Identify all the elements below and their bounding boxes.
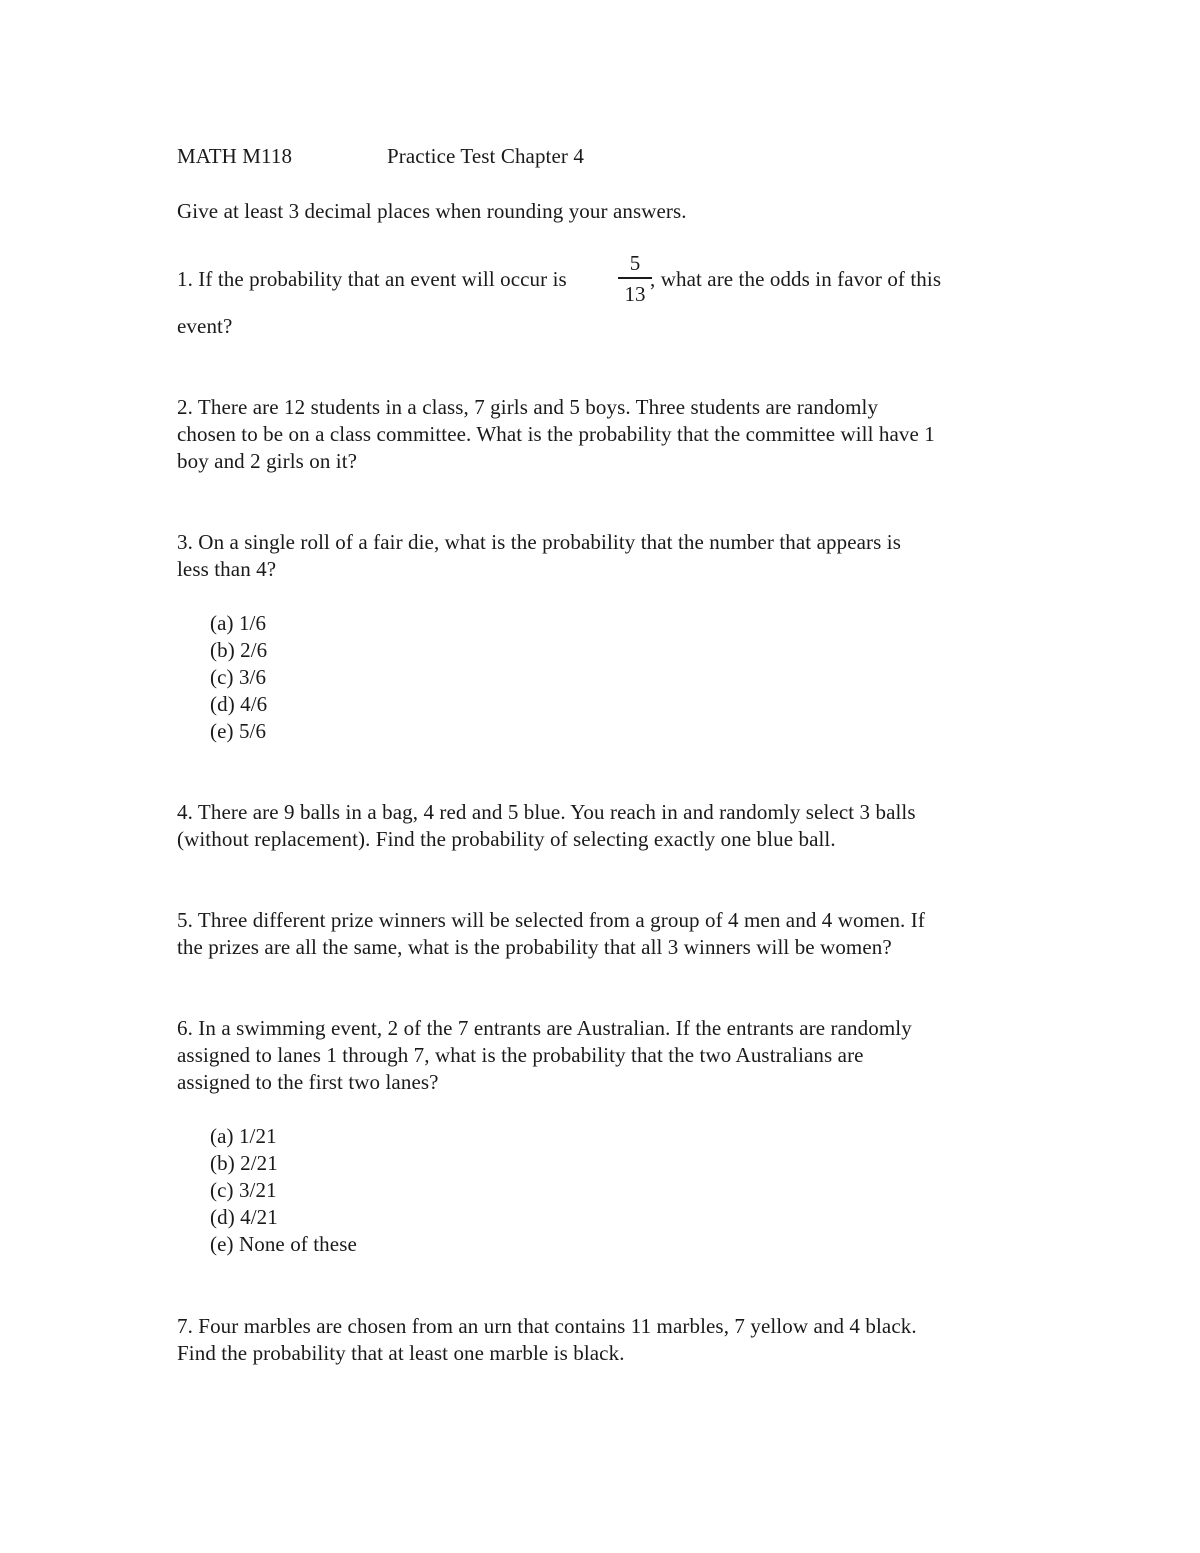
q7-line: Find the probability that at least one marble is black. bbox=[177, 1341, 625, 1365]
q3-option-d: (d) 4/6 bbox=[210, 692, 268, 716]
q6-option-c: (c) 3/21 bbox=[210, 1178, 277, 1202]
fraction-denominator: 13 bbox=[624, 281, 646, 306]
q6-line: assigned to lanes 1 through 7, what is the probability that the two Australians are bbox=[177, 1043, 864, 1067]
q6-option-a: (a) 1/21 bbox=[210, 1124, 277, 1148]
q2-line: 2. There are 12 students in a class, 7 girls and 5 boys. Three students are randomly bbox=[177, 395, 879, 419]
q4-line: (without replacement). Find the probability of selecting exactly one blue ball. bbox=[177, 827, 836, 851]
q4-line: 4. There are 9 balls in a bag, 4 red and 5 blue. You reach in and randomly select 3 balls bbox=[177, 800, 916, 824]
course-code: MATH M118 bbox=[177, 144, 293, 168]
q5-line: 5. Three different prize winners will be selected from a group of 4 men and 4 women. If bbox=[177, 908, 925, 932]
q6-option-e: (e) None of these bbox=[210, 1232, 357, 1256]
q1-text-after: , what are the odds in favor of this bbox=[650, 267, 942, 291]
fraction-bar bbox=[618, 277, 652, 279]
q3-option-c: (c) 3/6 bbox=[210, 665, 267, 689]
q6-option-d: (d) 4/21 bbox=[210, 1205, 278, 1229]
q6-line: assigned to the first two lanes? bbox=[177, 1070, 439, 1094]
q3-option-b: (b) 2/6 bbox=[210, 638, 268, 662]
q1-fraction bbox=[618, 251, 652, 306]
instructions: Give at least 3 decimal places when rounding your answers. bbox=[177, 199, 687, 223]
q3-option-a: (a) 1/6 bbox=[210, 611, 267, 635]
q3-line: less than 4? bbox=[177, 557, 277, 581]
q3-option-e: (e) 5/6 bbox=[210, 719, 267, 743]
fraction-numerator: 5 bbox=[629, 251, 641, 275]
q7-line: 7. Four marbles are chosen from an urn that contains 11 marbles, 7 yellow and 4 black. bbox=[177, 1314, 917, 1338]
q5-line: the prizes are all the same, what is the probability that all 3 winners will be women? bbox=[177, 935, 892, 959]
q6-option-b: (b) 2/21 bbox=[210, 1151, 278, 1175]
q1-text-line2: event? bbox=[177, 314, 233, 338]
q2-line: chosen to be on a class committee. What is the probability that the committee will have 1 bbox=[177, 422, 935, 446]
q1-text-before: 1. If the probability that an event will occur is bbox=[177, 267, 567, 291]
q6-line: 6. In a swimming event, 2 of the 7 entrants are Australian. If the entrants are randomly bbox=[177, 1016, 912, 1040]
page-title: Practice Test Chapter 4 bbox=[387, 144, 584, 168]
q3-line: 3. On a single roll of a fair die, what is the probability that the number that appears is bbox=[177, 530, 901, 554]
q2-line: boy and 2 girls on it? bbox=[177, 449, 358, 473]
